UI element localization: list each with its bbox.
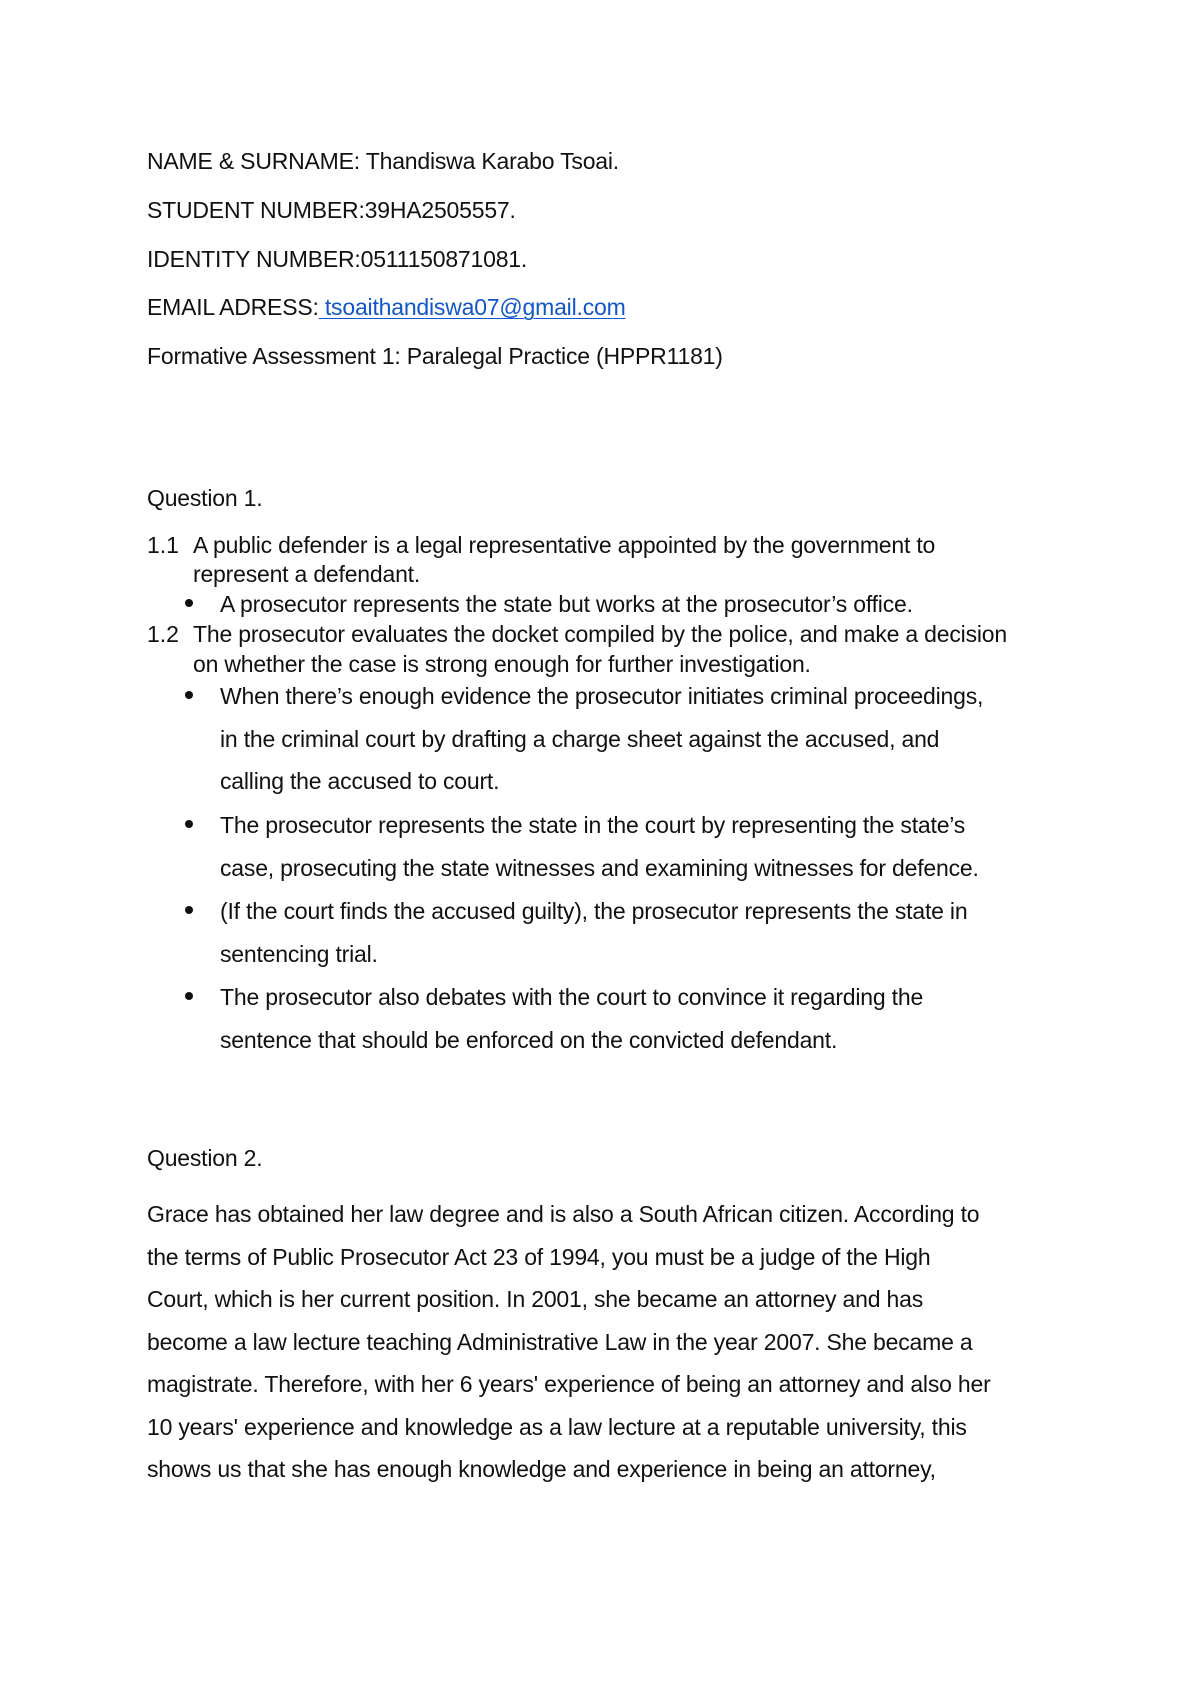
email-link[interactable]: tsoaithandiswa07@gmail.com <box>318 294 626 320</box>
assessment-title: Formative Assessment 1: Paralegal Practice (HPPR1181) <box>147 343 723 369</box>
question-1-heading: Question 1. <box>147 485 263 511</box>
item-1-2-bullet-2: The prosecutor represents the state in the court by representing the state’s <box>220 812 966 838</box>
student-number-line: STUDENT NUMBER:39HA2505557. <box>147 197 516 223</box>
bullet-icon <box>185 691 193 699</box>
question-2-paragraph-line: magistrate. Therefore, with her 6 years' experience of being an attorney and also her <box>147 1371 991 1397</box>
bullet-icon <box>185 992 193 1000</box>
item-1-2-bullet-1: calling the accused to court. <box>220 768 500 794</box>
item-1-2-bullet-1: in the criminal court by drafting a charge sheet against the accused, and <box>220 726 940 752</box>
email-label: EMAIL ADRESS: <box>147 294 319 320</box>
item-1-2-bullet-2: case, prosecuting the state witnesses and examining witnesses for defence. <box>220 855 979 881</box>
item-1-2-bullet-3: (If the court finds the accused guilty), the prosecutor represents the state in <box>220 898 968 924</box>
question-2-paragraph-line: 10 years' experience and knowledge as a law lecture at a reputable university, this <box>147 1414 967 1440</box>
question-2-paragraph-line: the terms of Public Prosecutor Act 23 of 1994, you must be a judge of the High <box>147 1244 931 1270</box>
bullet-icon <box>185 906 193 914</box>
question-2-paragraph-line: Court, which is her current position. In 2001, she became an attorney and has <box>147 1286 924 1312</box>
item-1-1-bullet: A prosecutor represents the state but works at the prosecutor’s office. <box>220 591 913 617</box>
item-1-2-bullet-4: sentence that should be enforced on the convicted defendant. <box>220 1027 838 1053</box>
item-1-2-bullet-1: When there’s enough evidence the prosecutor initiates criminal proceedings, <box>220 683 984 709</box>
item-1-2-bullet-4: The prosecutor also debates with the court to convince it regarding the <box>220 984 924 1010</box>
email-line <box>147 293 626 321</box>
item-1-1-line: represent a defendant. <box>193 561 421 587</box>
bullet-icon <box>185 599 193 607</box>
question-2-paragraph-line: shows us that she has enough knowledge and experience in being an attorney, <box>147 1456 936 1482</box>
question-2-paragraph-line: become a law lecture teaching Administrative Law in the year 2007. She became a <box>147 1329 973 1355</box>
item-1-2-number: 1.2 <box>147 621 179 647</box>
item-1-2-bullet-3: sentencing trial. <box>220 941 378 967</box>
item-1-2-line: The prosecutor evaluates the docket compiled by the police, and make a decision <box>193 621 1007 647</box>
item-1-1-number: 1.1 <box>147 532 179 558</box>
name-line: NAME & SURNAME: Thandiswa Karabo Tsoai. <box>147 148 619 174</box>
item-1-2-line: on whether the case is strong enough for further investigation. <box>193 651 811 677</box>
identity-number-line: IDENTITY NUMBER:0511150871081. <box>147 246 528 272</box>
question-2-paragraph-line: Grace has obtained her law degree and is also a South African citizen. According to <box>147 1201 980 1227</box>
item-1-1-line: A public defender is a legal representative appointed by the government to <box>193 532 936 558</box>
question-2-heading: Question 2. <box>147 1145 263 1171</box>
bullet-icon <box>185 820 193 828</box>
